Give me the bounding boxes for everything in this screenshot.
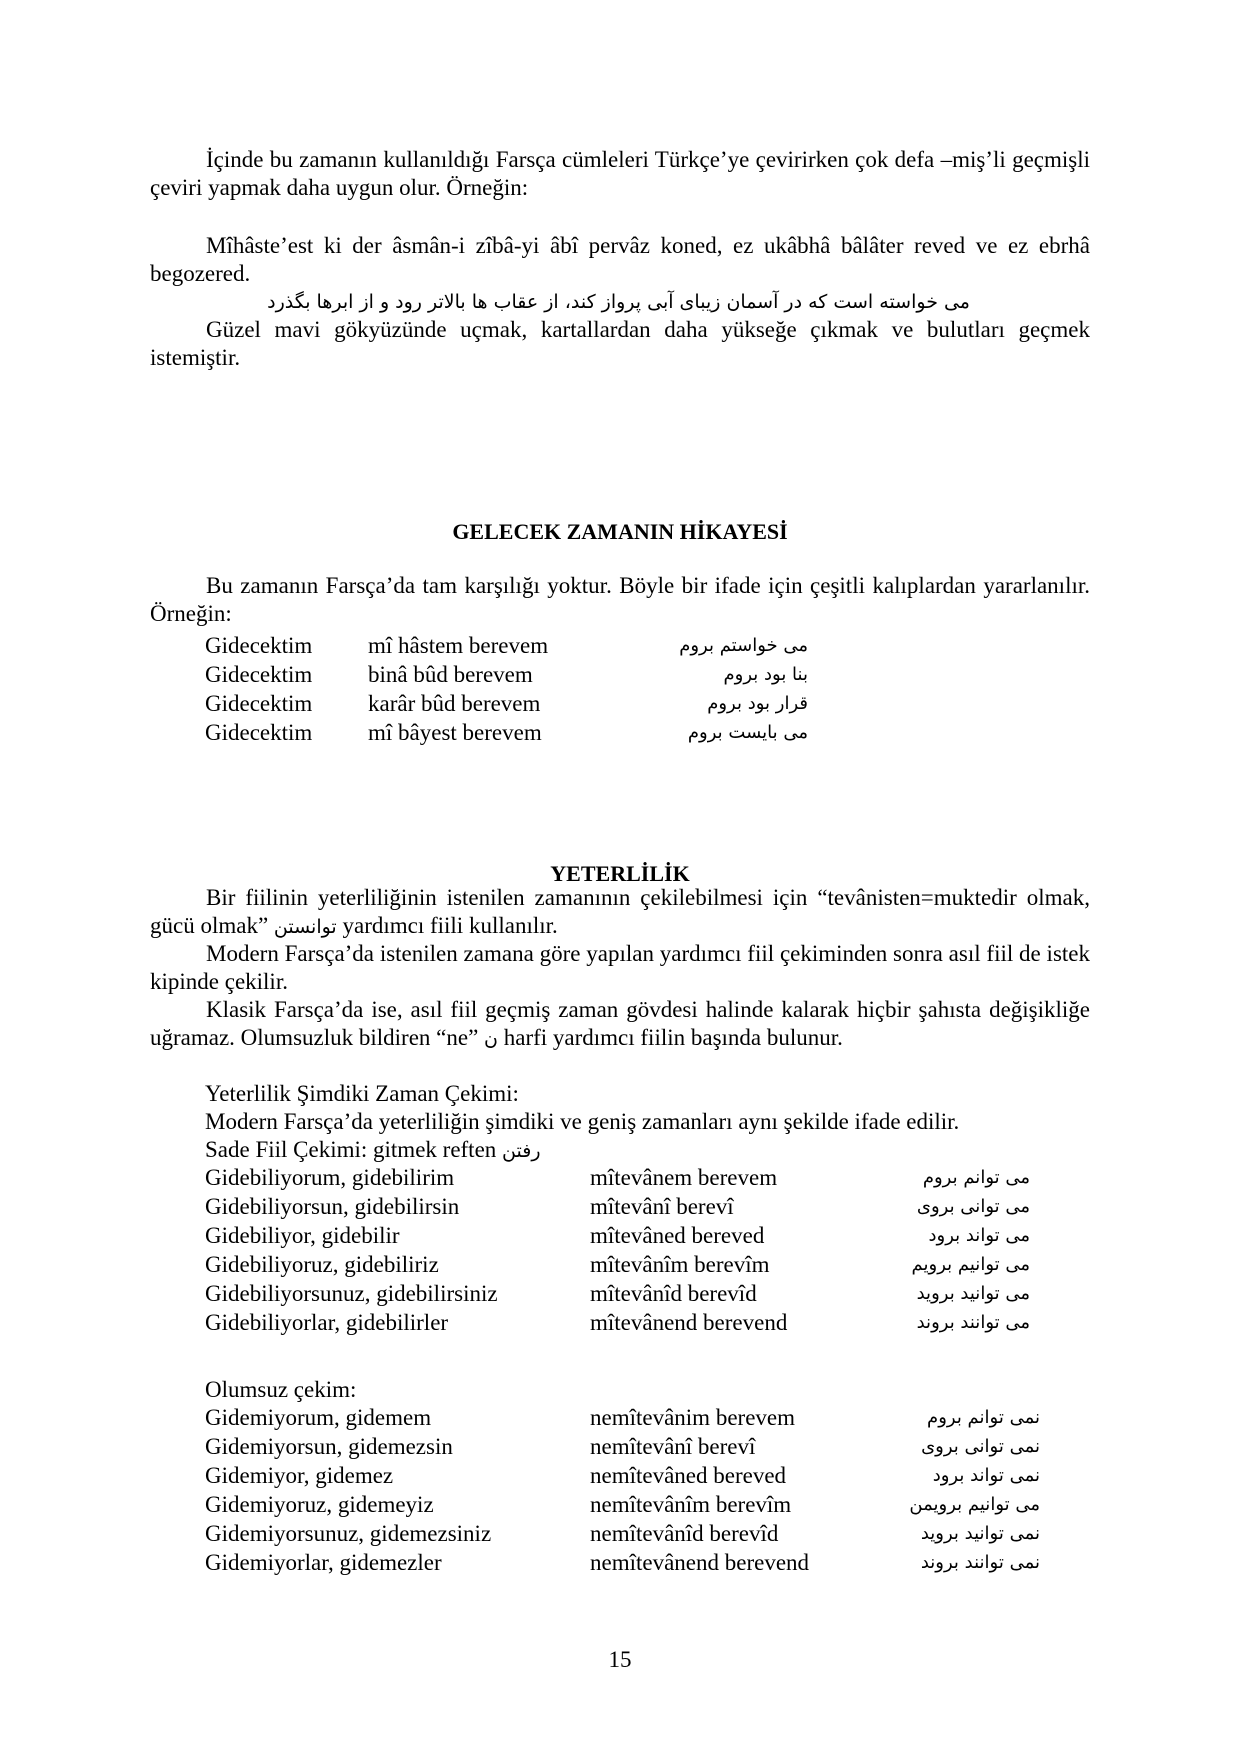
- section1-text: Bu zamanın Farsça’da tam karşılığı yoktur. Böyle bir ifade için çeşitli kalıplardan yararlanılır. Örneğin:: [150, 573, 1090, 626]
- translit-text: Mîhâste’est ki der âsmân-i zîbâ-yi âbî pervâz koned, ez ukâbhâ bâlâter reved ve ez ebrhâ begozered.: [150, 233, 1090, 286]
- turkish-cell: Gidecektim: [205, 720, 313, 745]
- transliteration-cell: mîtevânend berevend: [590, 1310, 788, 1335]
- sade-farsi: رفتن: [502, 1140, 541, 1162]
- transliteration-cell: nemîtevânîd berevîd: [590, 1521, 779, 1546]
- table-row: [0, 719, 1240, 747]
- table-row: [0, 1164, 1240, 1192]
- transliteration-cell: mîtevânîm berevîm: [590, 1252, 770, 1277]
- farsi-cell: می توانیم برویم: [911, 1254, 1030, 1275]
- p3-text-b: harfi yardımcı fiilin başında bulunur.: [503, 1025, 843, 1050]
- farsi-cell: نمی توانم بروم: [927, 1407, 1040, 1428]
- turkish-cell: Gidebiliyorum, gidebilirim: [205, 1165, 455, 1190]
- p1-text-b: yardımcı fiili kullanılır.: [342, 913, 558, 938]
- p3-farsi: ن: [484, 1028, 498, 1050]
- farsi-cell: می تواند برود: [928, 1225, 1030, 1246]
- translation-text: Güzel mavi gökyüzünde uçmak, kartallardan daha yükseğe çıkmak ve bulutları geçmek istemiştir.: [150, 317, 1090, 370]
- farsi-cell: نمی تواند برود: [932, 1465, 1040, 1486]
- transliteration-cell: nemîtevânend berevend: [590, 1550, 810, 1575]
- farsi-cell: می بایست بروم: [687, 722, 808, 743]
- transliteration-cell: mî bâyest berevem: [368, 720, 542, 745]
- turkish-cell: Gidebiliyor, gidebilir: [205, 1223, 400, 1248]
- turkish-cell: Gidebiliyorlar, gidebilirler: [205, 1310, 449, 1335]
- yeterlilik-p1: [150, 884, 1090, 941]
- example-translit: [150, 232, 1090, 288]
- farsi-cell: می توانی بروی: [916, 1196, 1030, 1217]
- example-farsi: می خواسته است که در آسمان زیبای آبی پرواز کند، از عقاب ها بالاتر رود و از ابرها بگذرد: [267, 291, 970, 313]
- turkish-cell: Gidemiyorsun, gidemezsin: [205, 1434, 453, 1459]
- transliteration-cell: binâ bûd berevem: [368, 662, 533, 687]
- table-row: [0, 1491, 1240, 1519]
- table-row: [0, 661, 1240, 689]
- transliteration-cell: mîtevânîd berevîd: [590, 1281, 757, 1306]
- turkish-cell: Gidemiyorum, gidemem: [205, 1405, 432, 1430]
- turkish-cell: Gidebiliyorsunuz, gidebilirsiniz: [205, 1281, 498, 1306]
- table-row: [0, 1549, 1240, 1577]
- section-title-gelecek: GELECEK ZAMANIN HİKAYESİ: [452, 519, 788, 544]
- transliteration-cell: nemîtevânî berevî: [590, 1434, 756, 1459]
- table-row: [0, 1222, 1240, 1250]
- farsi-cell: نمی توانی بروی: [921, 1436, 1040, 1457]
- table-row: [0, 1404, 1240, 1432]
- yeterlilik-p2: [150, 940, 1090, 996]
- farsi-cell: نمی توانید بروید: [920, 1523, 1040, 1544]
- table-row: [0, 690, 1240, 718]
- turkish-cell: Gidecektim: [205, 662, 313, 687]
- farsi-cell: می توانم بروم: [922, 1167, 1030, 1188]
- farsi-cell: می توانند بروند: [916, 1312, 1030, 1333]
- table-row: [0, 1309, 1240, 1337]
- intro-text: İçinde bu zamanın kullanıldığı Farsça cümleleri Türkçe’ye çevirirken çok defa –miş’li geçmişli çeviri yapmak daha uygun olur. Örneğin:: [150, 147, 1090, 200]
- sub-desc: Modern Farsça’da yeterliliğin şimdiki ve geniş zamanları aynı şekilde ifade edilir.: [205, 1109, 960, 1134]
- turkish-cell: Gidemiyoruz, gidemeyiz: [205, 1492, 434, 1517]
- transliteration-cell: nemîtevânîm berevîm: [590, 1492, 792, 1517]
- transliteration-cell: nemîtevânim berevem: [590, 1405, 796, 1430]
- turkish-cell: Gidemiyorlar, gidemezler: [205, 1550, 442, 1575]
- table-row: [0, 1251, 1240, 1279]
- section-title-yeterlilik: YETERLİLİK: [550, 861, 690, 886]
- transliteration-cell: nemîtevâned bereved: [590, 1463, 787, 1488]
- transliteration-cell: karâr bûd berevem: [368, 691, 541, 716]
- turkish-cell: Gidecektim: [205, 691, 313, 716]
- intro-paragraph: [150, 146, 1090, 202]
- sub-title: Yeterlilik Şimdiki Zaman Çekimi:: [205, 1081, 519, 1106]
- p1-text-a: Bir fiilinin yeterliliğinin istenilen zamanının çekilebilmesi için “tevânisten=muktedir olmak, gücü olmak”: [150, 885, 1090, 938]
- table-row: [0, 1433, 1240, 1461]
- transliteration-cell: mîtevâned bereved: [590, 1223, 765, 1248]
- table-row: [0, 1462, 1240, 1490]
- yeterlilik-p3: [150, 996, 1090, 1053]
- farsi-cell: بنا بود بروم: [723, 664, 808, 685]
- turkish-cell: Gidebiliyoruz, gidebiliriz: [205, 1252, 439, 1277]
- page-number: 15: [608, 1647, 632, 1672]
- turkish-cell: Gidemiyorsunuz, gidemezsiniz: [205, 1521, 492, 1546]
- p2-text: Modern Farsça’da istenilen zamana göre yapılan yardımcı fiil çekiminden sonra asıl fiil de istek kipinde çekilir.: [150, 941, 1090, 994]
- farsi-cell: قرار بود بروم: [707, 693, 808, 714]
- table-row: [0, 632, 1240, 660]
- transliteration-cell: mîtevânî berevî: [590, 1194, 734, 1219]
- sade-line: [205, 1136, 541, 1165]
- table-row: [0, 1520, 1240, 1548]
- example-translation: [150, 316, 1090, 372]
- turkish-cell: Gidecektim: [205, 633, 313, 658]
- farsi-cell: نمی توانند بروند: [920, 1552, 1040, 1573]
- farsi-cell: می خواستم بروم: [679, 635, 808, 656]
- transliteration-cell: mî hâstem berevem: [368, 633, 549, 658]
- table-row: [0, 1280, 1240, 1308]
- negative-title: Olumsuz çekim:: [205, 1377, 357, 1402]
- turkish-cell: Gidebiliyorsun, gidebilirsin: [205, 1194, 460, 1219]
- transliteration-cell: mîtevânem berevem: [590, 1165, 778, 1190]
- sade-label: Sade Fiil Çekimi: gitmek reften: [205, 1137, 497, 1162]
- table-row: [0, 1193, 1240, 1221]
- p3-text-a: Klasik Farsça’da ise, asıl fiil geçmiş zaman gövdesi halinde kalarak hiçbir şahısta değişikliğe uğramaz. Olumsuzluk bildiren “ne”: [150, 997, 1090, 1050]
- farsi-cell: می توانیم برویمن: [909, 1494, 1040, 1515]
- turkish-cell: Gidemiyor, gidemez: [205, 1463, 394, 1488]
- section1-paragraph: [150, 572, 1090, 628]
- farsi-cell: می توانید بروید: [916, 1283, 1030, 1304]
- p1-farsi: توانستن: [273, 916, 337, 938]
